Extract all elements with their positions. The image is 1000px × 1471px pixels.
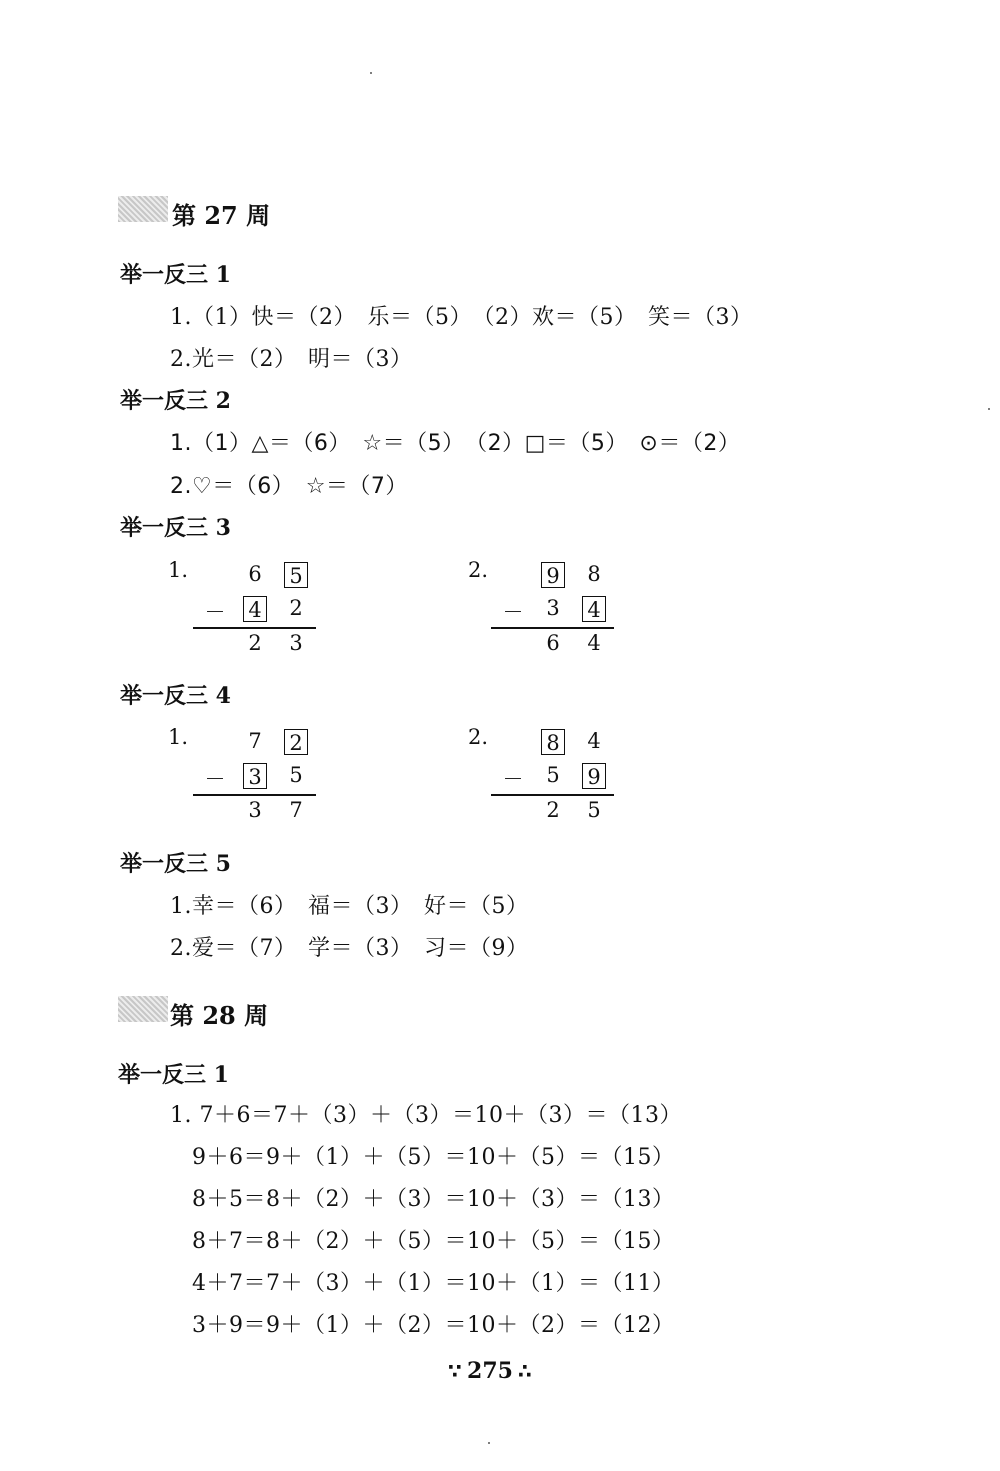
digit: 3 xyxy=(546,596,560,620)
scan-speck xyxy=(370,72,372,74)
digit: 4 xyxy=(587,631,601,655)
answer-line: 2.♡＝（6） ☆＝（7） xyxy=(170,474,408,499)
section-heading: 举一反三 1 xyxy=(118,1062,229,1088)
equation-line: 8＋7＝8＋（2）＋（5）＝10＋（5）＝（15） xyxy=(192,1229,675,1254)
section-heading: 举一反三 5 xyxy=(120,851,231,877)
problem-label: 2. xyxy=(468,558,489,582)
minus-sign: － xyxy=(502,600,524,624)
section-heading: 举一反三 1 xyxy=(120,262,231,288)
section-heading: 举一反三 2 xyxy=(120,388,231,414)
section-heading: 举一反三 3 xyxy=(120,515,231,541)
minus-sign: － xyxy=(204,600,226,624)
sum-line xyxy=(491,627,614,629)
sum-line xyxy=(193,794,316,796)
digit: 8 xyxy=(587,562,601,586)
problem-label: 2. xyxy=(468,725,489,749)
boxed-digit: 4 xyxy=(574,596,614,622)
boxed-digit: 9 xyxy=(533,562,573,588)
scan-speck xyxy=(988,408,990,410)
problem-label: 1. xyxy=(168,725,189,749)
digit: 3 xyxy=(289,631,303,655)
boxed-digit: 5 xyxy=(276,562,316,588)
digit: 2 xyxy=(546,798,560,822)
sum-line xyxy=(491,794,614,796)
answer-line: 1.（1）△＝（6） ☆＝（5） （2）□＝（5） ⊙＝（2） xyxy=(170,431,741,456)
page-footer xyxy=(448,1358,532,1384)
digit: 2 xyxy=(289,596,303,620)
answer-line: 2.光＝（2） 明＝（3） xyxy=(170,347,413,372)
equation-line: 3＋9＝9＋（1）＋（2）＝10＋（2）＝（12） xyxy=(192,1313,675,1338)
page-number: 275 xyxy=(467,1358,513,1384)
minus-sign: － xyxy=(502,767,524,791)
equation-line: 8＋5＝8＋（2）＋（3）＝10＋（3）＝（13） xyxy=(192,1187,675,1212)
digit: 5 xyxy=(289,763,303,787)
equation-line: 1. 7＋6＝7＋（3）＋（3）＝10＋（3）＝（13） xyxy=(170,1103,682,1128)
equation-line: 4＋7＝7＋（3）＋（1）＝10＋（1）＝（11） xyxy=(192,1271,675,1296)
boxed-digit: 8 xyxy=(533,729,573,755)
boxed-digit: 2 xyxy=(276,729,316,755)
equation-line: 9＋6＝9＋（1）＋（5）＝10＋（5）＝（15） xyxy=(192,1145,675,1170)
section-heading: 举一反三 4 xyxy=(120,683,231,709)
digit: 3 xyxy=(248,798,262,822)
left-ornament: ∵ xyxy=(448,1359,462,1383)
digit: 5 xyxy=(546,763,560,787)
answer-line: 1.（1）快＝（2） 乐＝（5） （2）欢＝（5） 笑＝（3） xyxy=(170,305,753,330)
digit: 6 xyxy=(546,631,560,655)
sum-line xyxy=(193,627,316,629)
digit: 2 xyxy=(248,631,262,655)
answer-line: 2.爱＝（7） 学＝（3） 习＝（9） xyxy=(170,936,529,961)
digit: 4 xyxy=(587,729,601,753)
boxed-digit: 3 xyxy=(235,763,275,789)
week-mark-texture xyxy=(118,996,168,1022)
digit: 5 xyxy=(587,798,601,822)
week-28-title: 第 28 周 xyxy=(170,1001,269,1030)
minus-sign: － xyxy=(204,767,226,791)
boxed-digit: 9 xyxy=(574,763,614,789)
right-ornament: ∴ xyxy=(518,1359,532,1383)
problem-label: 1. xyxy=(168,558,189,582)
answer-line: 1.幸＝（6） 福＝（3） 好＝（5） xyxy=(170,894,529,919)
digit: 7 xyxy=(248,729,262,753)
week-mark-texture xyxy=(118,196,168,222)
digit: 7 xyxy=(289,798,303,822)
week-27-title: 第 27 周 xyxy=(172,201,271,230)
boxed-digit: 4 xyxy=(235,596,275,622)
digit: 6 xyxy=(248,562,262,586)
scan-speck xyxy=(488,1442,490,1444)
